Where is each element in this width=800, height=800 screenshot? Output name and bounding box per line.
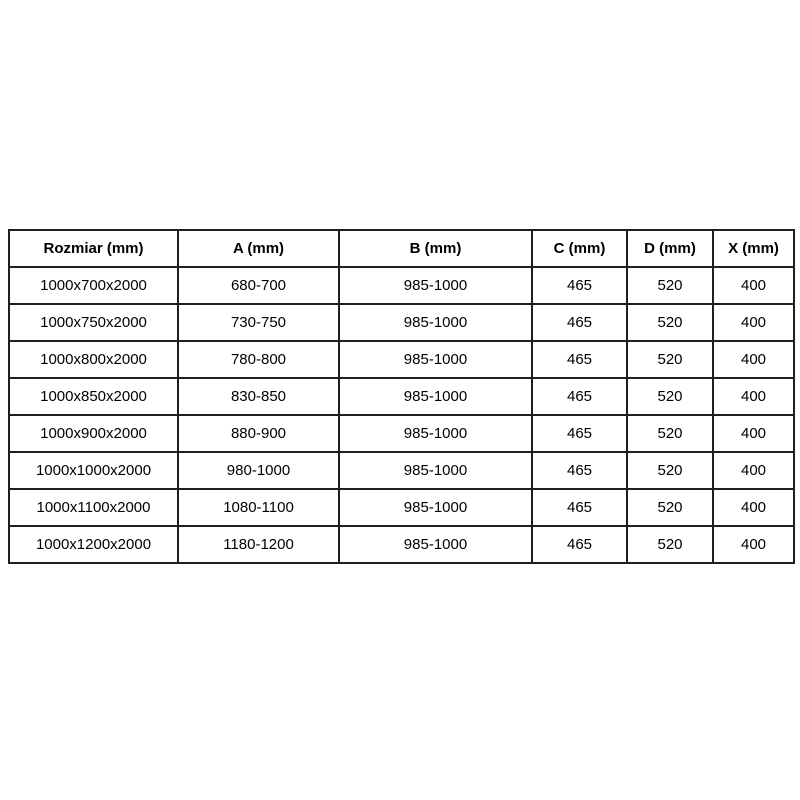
table-cell: 465 <box>532 304 627 341</box>
table-cell: 520 <box>627 415 713 452</box>
table-header <box>9 230 794 267</box>
table-cell: 985-1000 <box>339 526 532 563</box>
table-cell: 400 <box>713 526 794 563</box>
column-header: Rozmiar (mm) <box>9 230 178 267</box>
table-cell: 1000x1000x2000 <box>9 452 178 489</box>
table-cell: 830-850 <box>178 378 339 415</box>
table-cell: 520 <box>627 378 713 415</box>
table-cell: 465 <box>532 452 627 489</box>
table-cell: 400 <box>713 489 794 526</box>
table-cell: 780-800 <box>178 341 339 378</box>
table-cell: 465 <box>532 489 627 526</box>
table-cell: 520 <box>627 526 713 563</box>
table-cell: 400 <box>713 378 794 415</box>
table-cell: 465 <box>532 415 627 452</box>
column-header: A (mm) <box>178 230 339 267</box>
column-header: X (mm) <box>713 230 794 267</box>
table-row <box>9 378 794 415</box>
table-cell: 520 <box>627 489 713 526</box>
table-cell: 985-1000 <box>339 341 532 378</box>
table-cell: 730-750 <box>178 304 339 341</box>
table-row <box>9 304 794 341</box>
column-header: C (mm) <box>532 230 627 267</box>
table-cell: 985-1000 <box>339 378 532 415</box>
table-cell: 520 <box>627 304 713 341</box>
table-cell: 980-1000 <box>178 452 339 489</box>
table-cell: 985-1000 <box>339 267 532 304</box>
table-cell: 400 <box>713 341 794 378</box>
column-header: B (mm) <box>339 230 532 267</box>
table-row <box>9 267 794 304</box>
table-cell: 400 <box>713 304 794 341</box>
table-cell: 1180-1200 <box>178 526 339 563</box>
table-cell: 1000x850x2000 <box>9 378 178 415</box>
table-cell: 680-700 <box>178 267 339 304</box>
table-row <box>9 489 794 526</box>
column-header: D (mm) <box>627 230 713 267</box>
table-body <box>9 267 794 563</box>
table-cell: 465 <box>532 341 627 378</box>
table-cell: 880-900 <box>178 415 339 452</box>
table-cell: 465 <box>532 267 627 304</box>
table-cell: 520 <box>627 341 713 378</box>
table-row <box>9 415 794 452</box>
table-cell: 400 <box>713 452 794 489</box>
table-cell: 1080-1100 <box>178 489 339 526</box>
table-header-row <box>9 230 794 267</box>
table-cell: 1000x750x2000 <box>9 304 178 341</box>
table-cell: 1000x700x2000 <box>9 267 178 304</box>
table-cell: 520 <box>627 267 713 304</box>
table-cell: 400 <box>713 267 794 304</box>
table-cell: 985-1000 <box>339 415 532 452</box>
table-row <box>9 452 794 489</box>
table-row <box>9 526 794 563</box>
table-cell: 1000x800x2000 <box>9 341 178 378</box>
table-cell: 1000x1100x2000 <box>9 489 178 526</box>
table-row <box>9 341 794 378</box>
table-cell: 985-1000 <box>339 452 532 489</box>
table-cell: 400 <box>713 415 794 452</box>
table-cell: 465 <box>532 378 627 415</box>
table-cell: 985-1000 <box>339 489 532 526</box>
table-cell: 465 <box>532 526 627 563</box>
dimensions-table <box>8 229 795 564</box>
table-cell: 1000x1200x2000 <box>9 526 178 563</box>
table-cell: 520 <box>627 452 713 489</box>
table-cell: 1000x900x2000 <box>9 415 178 452</box>
table-cell: 985-1000 <box>339 304 532 341</box>
